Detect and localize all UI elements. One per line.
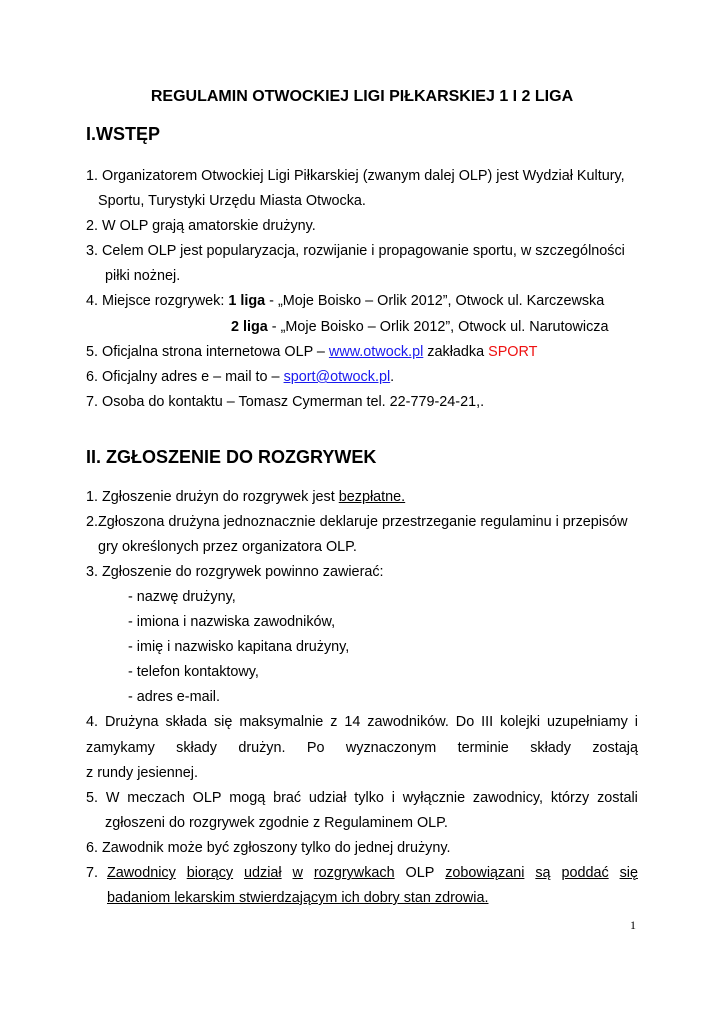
word: składy: [176, 740, 217, 756]
paragraph-goal-line2: piłki nożnej.: [105, 268, 181, 284]
word: zobowiązani: [445, 865, 525, 881]
word: udział: [244, 865, 282, 881]
document-title: REGULAMIN OTWOCKIEJ LIGI PIŁKARSKIEJ 1 I 2 LIGA: [150, 88, 574, 105]
word: którzy: [550, 790, 590, 806]
paragraph-website: [86, 343, 537, 361]
paragraph-squad-line2: [86, 739, 638, 757]
paragraph-venue-liga1: [86, 292, 604, 310]
word: się: [619, 865, 638, 881]
page-number: 1: [630, 918, 636, 932]
paragraph-medical-line1: [107, 864, 638, 882]
word: 4.: [86, 714, 99, 730]
website-prefix: 5. Oficjalna strona internetowa OLP –: [86, 344, 329, 360]
paragraph-eligibility-line1: [86, 789, 638, 807]
paragraph-free-entry: [86, 488, 405, 506]
word: i: [391, 790, 395, 806]
word: się: [213, 714, 233, 730]
section-heading-zgloszenie: II. ZGŁOSZENIE DO ROZGRYWEK: [86, 447, 377, 467]
venue-liga2-text: - „Moje Boisko – Orlik 2012”, Otwock ul. Narutowicza: [267, 319, 609, 335]
free-entry-prefix: 1. Zgłoszenie drużyn do rozgrywek jest: [86, 489, 339, 505]
word: mogą: [229, 790, 266, 806]
word: wyznaczonym: [345, 740, 437, 756]
word: zamykamy: [86, 740, 155, 756]
paragraph-declaration-line1: 2.Zgłoszona drużyna jednoznacznie deklaruje przestrzeganie regulaminu i przepisów: [86, 514, 628, 530]
word: W: [105, 790, 120, 806]
paragraph-eligibility-line2: zgłoszeni do rozgrywek zgodnie z Regulaminem OLP.: [105, 815, 448, 831]
email-suffix: .: [390, 369, 395, 385]
website-link[interactable]: www.otwock.pl: [328, 344, 424, 360]
sport-tab-label: SPORT: [488, 344, 538, 360]
paragraph-organizer-line2: Sportu, Turystyki Urzędu Miasta Otwocka.: [98, 193, 366, 209]
list-item: - imiona i nazwiska zawodników,: [128, 614, 336, 630]
paragraph-declaration-line2: gry określonych przez organizatora OLP.: [98, 539, 357, 555]
word: 14: [344, 714, 361, 730]
paragraph-entry-contents: 3. Zgłoszenie do rozgrywek powinno zawierać:: [86, 564, 384, 580]
word: wyłącznie: [402, 790, 466, 806]
list-item: - imię i nazwisko kapitana drużyny,: [128, 639, 350, 655]
email-prefix: 6. Oficjalny adres e – mail to –: [86, 369, 284, 385]
word: zawodników.: [367, 714, 449, 730]
word: kolejki: [500, 714, 541, 730]
word: OLP: [405, 865, 435, 881]
word: OLP: [192, 790, 222, 806]
list-item: - nazwę drużyny,: [128, 589, 236, 605]
word: i: [634, 714, 638, 730]
venue-liga1-label: 1 liga: [228, 293, 266, 309]
word: zostali: [597, 790, 638, 806]
paragraph-organizer-line1: 1. Organizatorem Otwockiej Ligi Piłkarskiej (zwanym dalej OLP) jest Wydział Kultury,: [86, 168, 625, 184]
word: tylko: [354, 790, 384, 806]
word: meczach: [127, 790, 185, 806]
word: maksymalnie: [239, 714, 324, 730]
section-heading-wstep: I.WSTĘP: [86, 124, 161, 144]
paragraph-medical-line2: badaniom lekarskim stwierdzającym ich dobry stan zdrowia.: [107, 890, 489, 906]
paragraph-goal-line1: 3. Celem OLP jest popularyzacja, rozwijanie i propagowanie sportu, w szczególności: [86, 243, 625, 259]
paragraph-contact: 7. Osoba do kontaktu – Tomasz Cymerman tel. 22-779-24-21,.: [86, 394, 485, 410]
word: biorący: [186, 865, 234, 881]
word: w: [292, 865, 303, 881]
paragraph-medical-number: 7.: [86, 865, 99, 881]
paragraph-squad-line3: z rundy jesiennej.: [86, 765, 198, 781]
word: składy: [530, 740, 571, 756]
word: Drużyna: [104, 714, 159, 730]
paragraph-one-team: 6. Zawodnik może być zgłoszony tylko do jednej drużyny.: [86, 840, 451, 856]
list-item: - adres e-mail.: [128, 689, 220, 705]
paragraph-squad-line1: [86, 713, 638, 731]
word: Do: [455, 714, 475, 730]
paragraph-email: [86, 368, 394, 386]
venue-liga1-text: - „Moje Boisko – Orlik 2012”, Otwock ul. Karczewska: [265, 293, 605, 309]
word: składa: [165, 714, 208, 730]
word: zostają: [592, 740, 638, 756]
word: III: [481, 714, 494, 730]
email-link[interactable]: sport@otwock.pl: [283, 369, 391, 385]
word: rozgrywkach: [313, 865, 395, 881]
word: terminie: [457, 740, 509, 756]
word: uzupełniamy: [546, 714, 628, 730]
free-entry-underlined: bezpłatne.: [338, 489, 406, 505]
word: z: [330, 714, 338, 730]
word: 5.: [86, 790, 99, 806]
website-mid: zakładka: [423, 344, 489, 360]
list-item: - telefon kontaktowy,: [128, 664, 259, 680]
word: Zawodnicy: [107, 865, 176, 881]
word: Po: [306, 740, 325, 756]
paragraph-venue-liga2: [231, 318, 609, 336]
venue-liga2-label: 2 liga: [231, 319, 268, 335]
paragraph-amateur-teams: 2. W OLP grają amatorskie drużyny.: [86, 218, 316, 234]
word: poddać: [561, 865, 609, 881]
word: drużyn.: [238, 740, 286, 756]
venue-prefix: 4. Miejsce rozgrywek:: [86, 293, 229, 309]
word: są: [535, 865, 551, 881]
word: zawodnicy,: [472, 790, 544, 806]
word: udział: [308, 790, 347, 806]
word: brać: [273, 790, 302, 806]
